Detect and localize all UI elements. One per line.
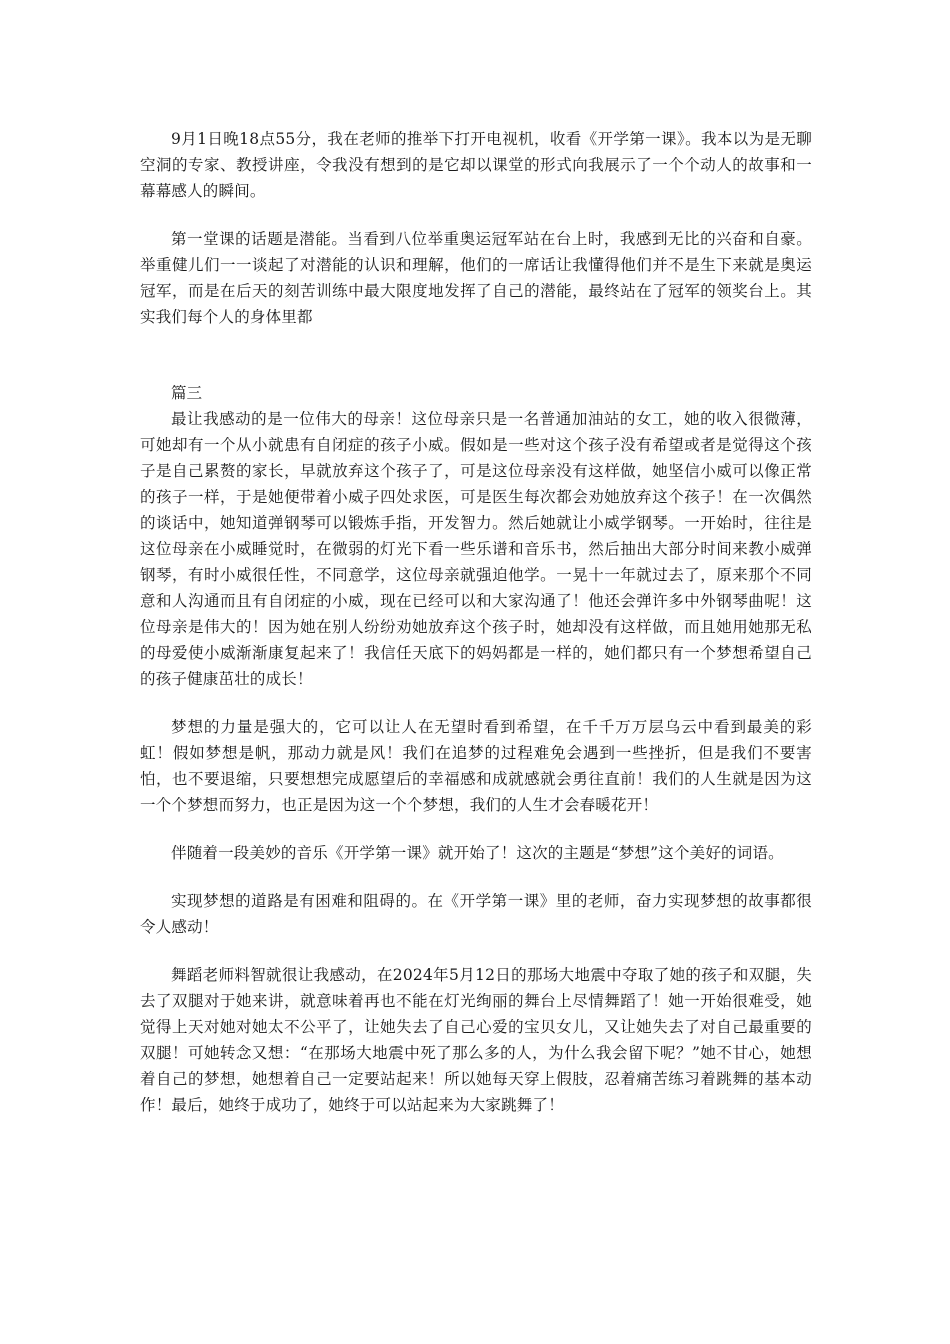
paragraph-gap bbox=[140, 692, 812, 714]
document-body bbox=[140, 126, 812, 1118]
paragraph-dream-road: 实现梦想的道路是有困难和阻碍的。在《开学第一课》里的老师，奋力实现梦想的故事都很令人感动！ bbox=[140, 892, 812, 936]
paragraph-gap bbox=[140, 940, 812, 962]
paragraph-mother: 最让我感动的是一位伟大的母亲！这位母亲只是一名普通加油站的女工，她的收入很微薄，可她却有一个从小就患有自闭症的孩子小威。假如是一些对这个孩子没有希望或者是觉得这个孩子是自己累赘的家长，早就放弃这个孩子了，可是这位母亲没有这样做，她坚信小威可以像正常的孩子一样，于是她便带着小威子四处求医，可是医生每次都会劝她放弃这个孩子！在一次偶然的谈话中，她知道弹钢琴可以锻炼手指，开发智力。然后她就让小威学钢琴。一开始时，往往是这位母亲在小威睡觉时，在微弱的灯光下看一些乐谱和音乐书，然后抽出大部分时间来教小威弹钢琴，有时小威很任性，不同意学，这位母亲就强迫他学。一晃十一年就过去了，原来那个不同意和人沟通而且有自闭症的小威，现在已经可以和大家沟通了！他还会弹许多中外钢琴曲呢！这位母亲是伟大的！因为她在别人纷纷劝她放弃这个孩子时，她却没有这样做，而且她用她那无私的母爱使小威渐渐康复起来了！我信任天底下的妈妈都是一样的，她们都只有一个梦想希望自己的孩子健康茁壮的成长！ bbox=[140, 410, 812, 688]
paragraph-dance-teacher: 舞蹈老师料智就很让我感动，在2024年5月12日的那场大地震中夺取了她的孩子和双腿，失去了双腿对于她来讲，就意味着再也不能在灯光绚丽的舞台上尽情舞蹈了！她一开始很难受，她觉得上天对她对她太不公平了，让她失去了自己心爱的宝贝女儿，又让她失去了对自己最重要的双腿！可她转念又想：“在那场大地震中死了那么多的人，为什么我会留下呢？”她不甘心，她想着自己的梦想，她想着自己一定要站起来！所以她每天穿上假肢，忍着痛苦练习着跳舞的基本动作！最后，她终于成功了，她终于可以站起来为大家跳舞了！ bbox=[140, 966, 812, 1114]
paragraph-tv-intro: 9月1日晚18点55分，我在老师的推举下打开电视机，收看《开学第一课》。我本以为是无聊空洞的专家、教授讲座，令我没有想到的是它却以课堂的形式向我展示了一个个动人的故事和一幕幕感人的瞬间。 bbox=[140, 130, 812, 200]
paragraph-gap bbox=[140, 818, 812, 840]
paragraph-gap bbox=[140, 204, 812, 226]
paragraph-potential: 第一堂课的话题是潜能。当看到八位举重奥运冠军站在台上时，我感到无比的兴奋和自豪。举重健儿们一一谈起了对潜能的认识和理解，他们的一席话让我懂得他们并不是生下来就是奥运冠军，而是在后天的刻苦训练中最大限度地发挥了自己的潜能，最终站在了冠军的领奖台上。其实我们每个人的身体里都 bbox=[140, 230, 812, 326]
paragraph-gap bbox=[140, 866, 812, 888]
paragraph-dream-power: 梦想的力量是强大的，它可以让人在无望时看到希望，在千千万万层乌云中看到最美的彩虹！假如梦想是帆，那动力就是风！我们在追梦的过程难免会遇到一些挫折，但是我们不要害怕，也不要退缩，只要想想完成愿望后的幸福感和成就感就会勇往直前！我们的人生就是因为这一个个梦想而努力，也正是因为这一个个梦想，我们的人生才会春暖花开！ bbox=[140, 718, 812, 814]
paragraph-music-start: 伴随着一段美妙的音乐《开学第一课》就开始了！这次的主题是“梦想”这个美好的词语。 bbox=[171, 844, 784, 862]
section-gap bbox=[140, 330, 812, 380]
section-heading: 篇三 bbox=[171, 384, 203, 402]
